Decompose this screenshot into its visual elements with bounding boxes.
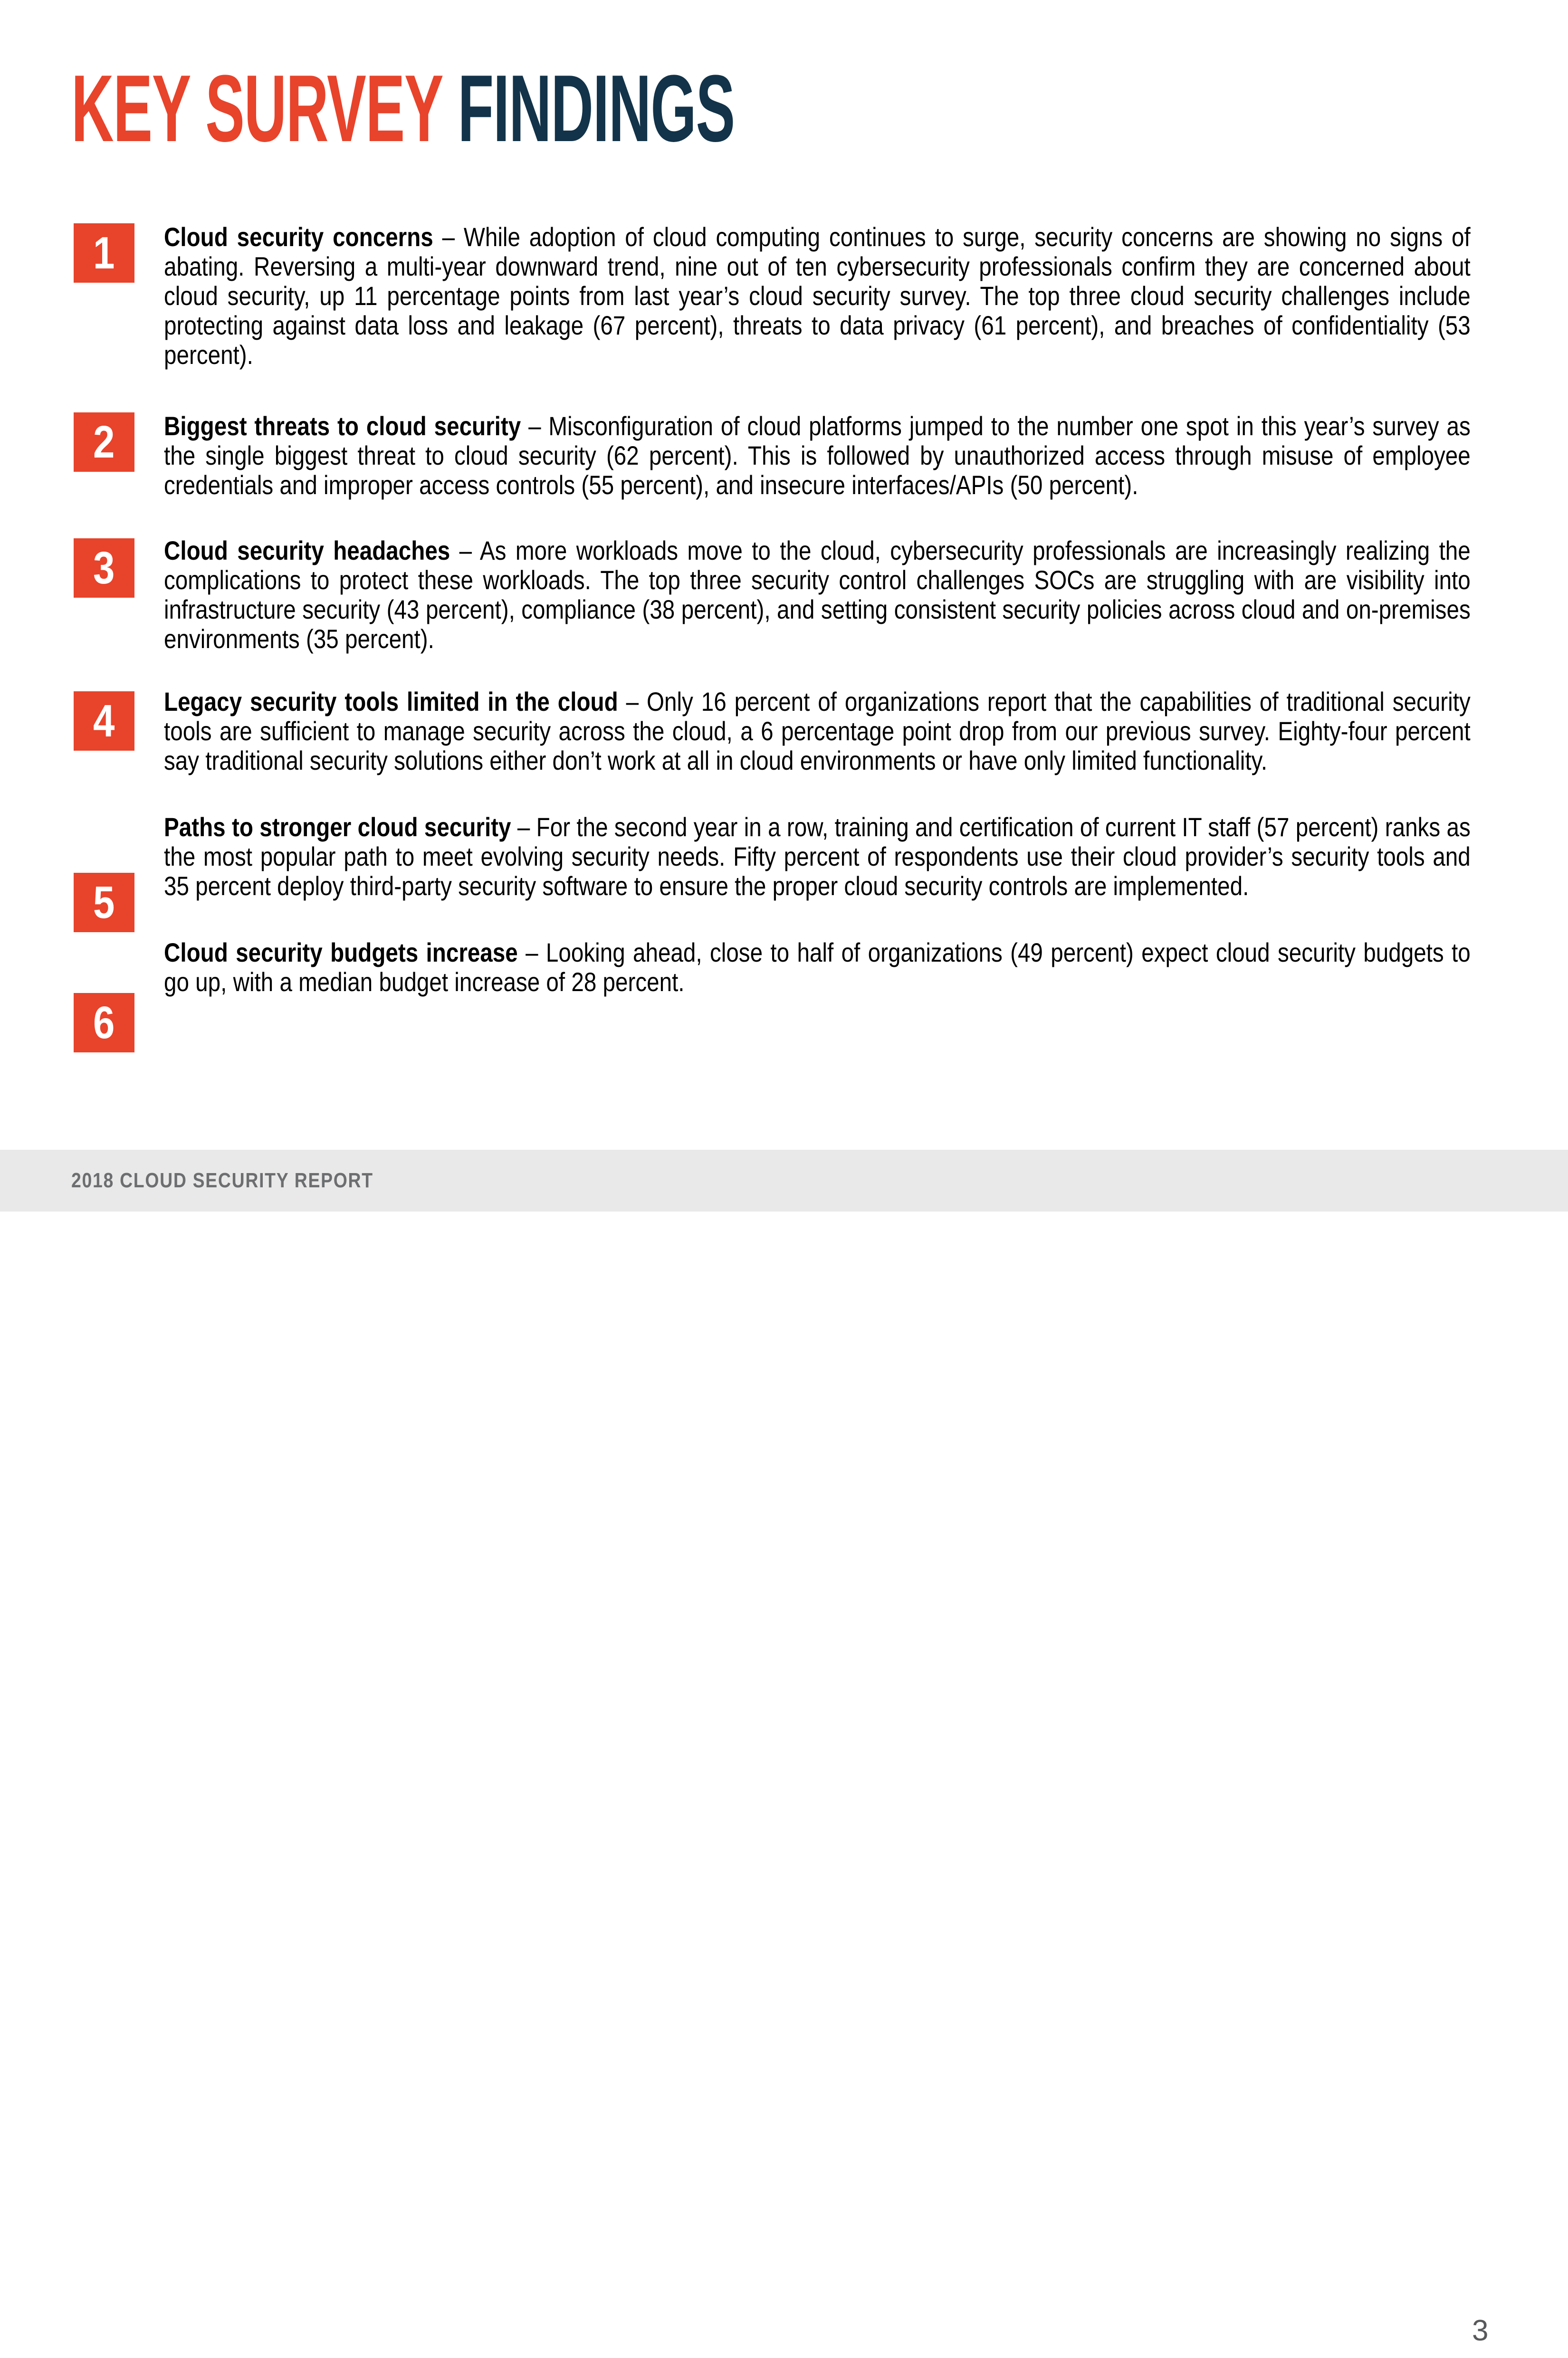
finding-paragraph-6: [164, 938, 1471, 997]
footer-report-title: 2018 CLOUD SECURITY REPORT: [71, 1169, 373, 1192]
finding-paragraph-2: [164, 411, 1471, 500]
page-title-part1: KEY SURVEY: [71, 56, 442, 162]
finding-heading-3: Cloud security headaches: [164, 535, 450, 565]
finding-paragraph-1: [164, 222, 1471, 370]
badge-digit: 6: [93, 997, 115, 1048]
finding-number-badge-2: [74, 412, 134, 472]
finding-paragraph-3: [164, 536, 1471, 654]
badge-digit: 5: [93, 877, 115, 928]
badge-digit: 3: [93, 542, 115, 593]
page-number: 3: [1472, 2314, 1489, 2347]
badge-digit: 1: [93, 227, 115, 278]
finding-number-badge-1: [74, 223, 134, 283]
finding-body-3: – As more workloads move to the cloud, cybersecurity professionals are increasingly realizing the complications to protect these workloads. The top three security control challenges SOCs are struggling with are visibility into infrastructure security (43 percent), compliance (38 percent), and setting consistent security policies across cloud and on-premises environments (35 percent).: [164, 535, 1471, 654]
finding-body-1: – While adoption of cloud computing continues to surge, security concerns are showing no signs of abating. Reversing a multi-year downward trend, nine out of ten cybersecurity professionals confirm they are concerned about cloud security, up 11 percentage points from last year’s cloud security survey. The top three cloud security challenges include protecting against data loss and leakage (67 percent), threats to data privacy (61 percent), and breaches of confidentiality (53 percent).: [164, 222, 1471, 370]
finding-heading-4: Legacy security tools limited in the cloud: [164, 687, 618, 716]
finding-number-badge-4: [74, 691, 134, 751]
finding-body-4: – Only 16 percent of organizations report that the capabilities of traditional security tools are sufficient to manage security across the cloud, a 6 percentage point drop from our previous survey. Eighty-four percent say traditional security solutions either don’t work at all in cloud environments or have only limited functionality.: [164, 687, 1471, 775]
badge-digit: 2: [93, 416, 115, 468]
finding-number-badge-5: [74, 873, 134, 932]
finding-paragraph-5: [164, 812, 1471, 901]
finding-number-badge-6: [74, 993, 134, 1052]
badge-digit: 4: [93, 695, 115, 746]
finding-number-badge-3: [74, 538, 134, 598]
finding-body-6: – Looking ahead, close to half of organizations (49 percent) expect cloud security budgets to go up, with a median budget increase of 28 percent.: [164, 937, 1471, 997]
finding-heading-5: Paths to stronger cloud security: [164, 812, 511, 842]
finding-heading-6: Cloud security budgets increase: [164, 937, 518, 967]
finding-paragraph-4: [164, 687, 1471, 775]
finding-heading-1: Cloud security concerns: [164, 222, 433, 252]
finding-heading-2: Biggest threats to cloud security: [164, 411, 521, 441]
page-title-part2: FINDINGS: [458, 56, 735, 162]
page-title: [71, 56, 735, 162]
finding-body-2: – Misconfiguration of cloud platforms jumped to the number one spot in this year’s survey as the single biggest threat to cloud security (62 percent). This is followed by unauthorized access through misuse of employee credentials and improper access controls (55 percent), and insecure interfaces/APIs (50 percent).: [164, 411, 1471, 500]
footer-bar: [0, 1150, 1568, 2347]
finding-body-5: – For the second year in a row, training and certification of current IT staff (57 percent) ranks as the most popular path to meet evolving security needs. Fifty percent of respondents use their cloud provider’s security tools and 35 percent deploy third-party security software to ensure the proper cloud security controls are implemented.: [164, 812, 1471, 901]
